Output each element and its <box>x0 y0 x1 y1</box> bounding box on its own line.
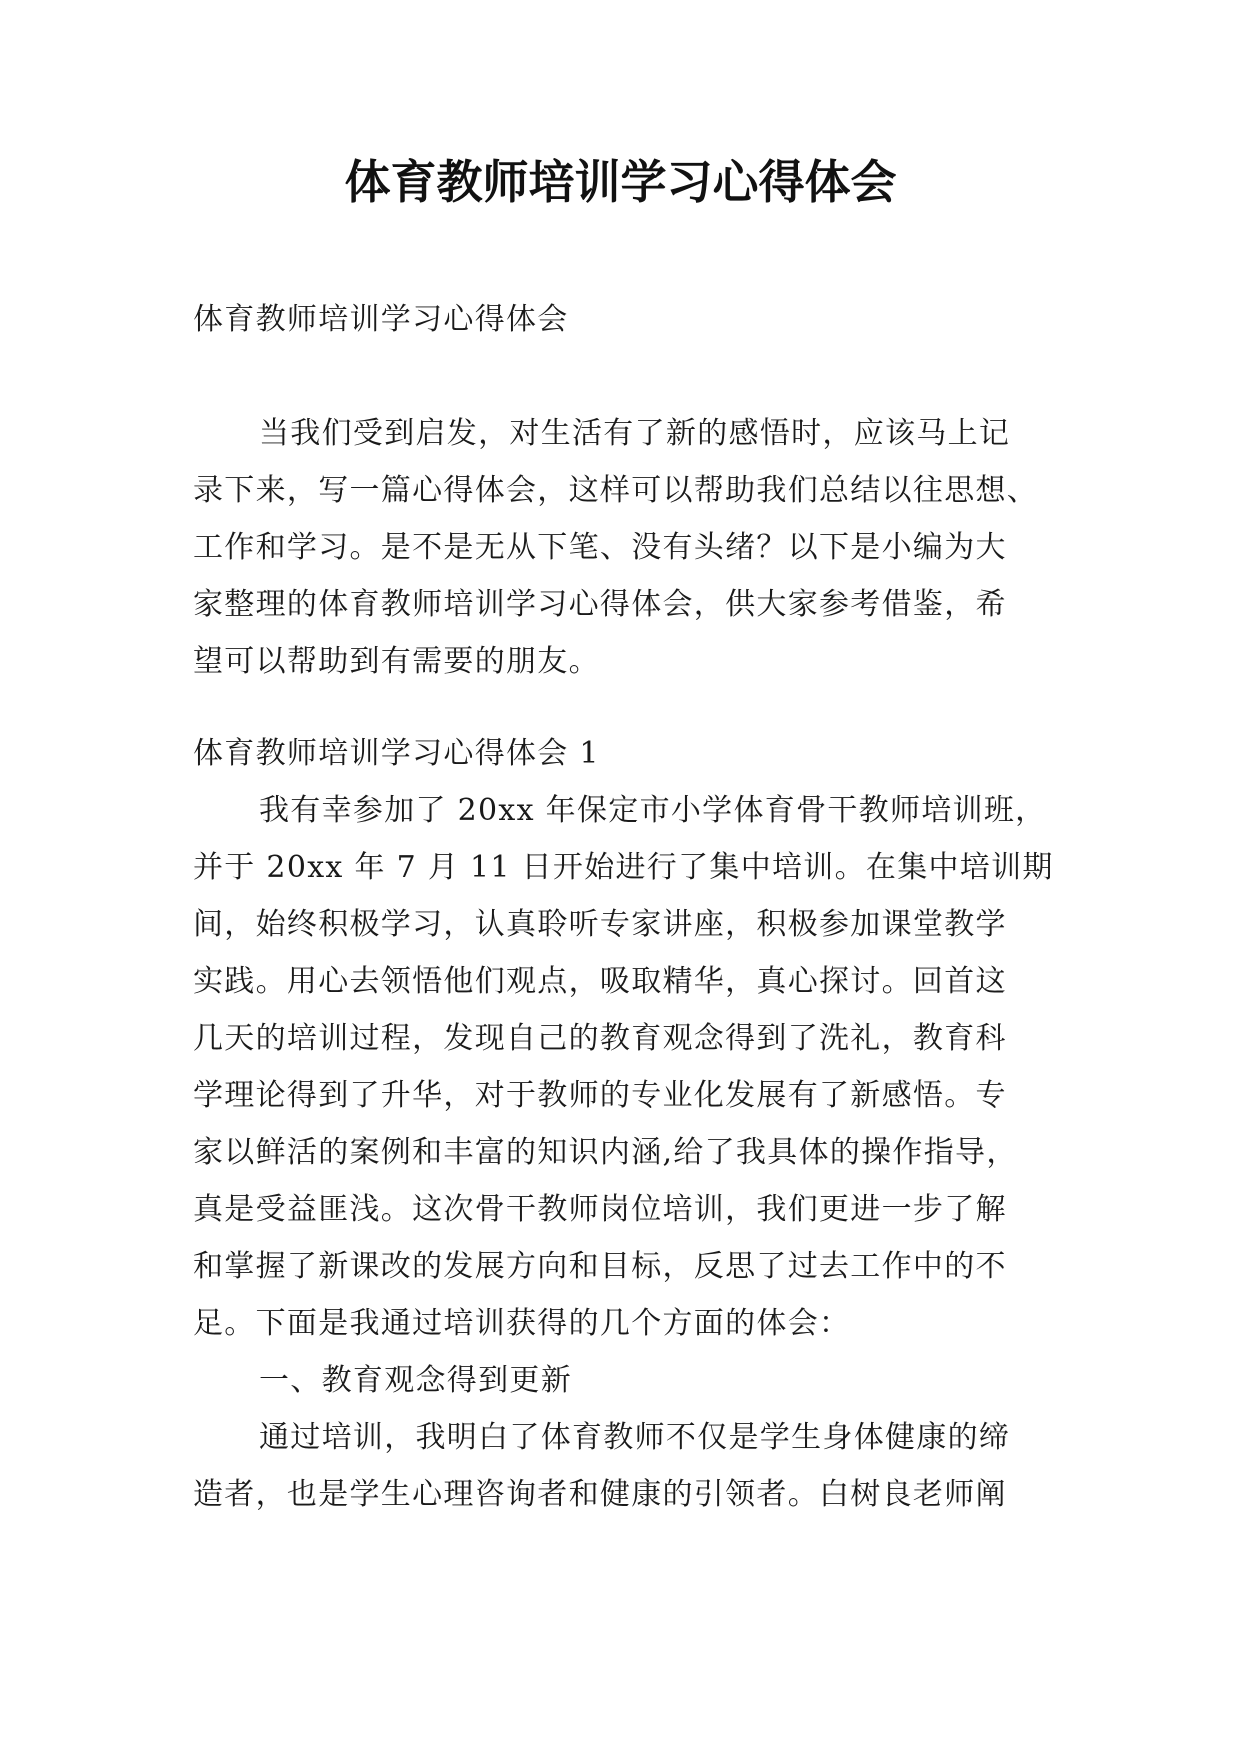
document-title: 体育教师培训学习心得体会 <box>344 155 897 209</box>
section-heading: 体育教师培训学习心得体会 1 <box>193 736 600 771</box>
intro-line: 工作和学习。是不是无从下笔、没有头绪？以下是小编为大 <box>193 530 1007 565</box>
section-line: 学理论得到了升华，对于教师的专业化发展有了新感悟。专 <box>193 1078 1007 1113</box>
section-body <box>193 725 1063 1523</box>
section-line: 间，始终积极学习，认真聆听专家讲座，积极参加课堂教学 <box>193 907 1007 942</box>
section-line: 几天的培训过程，发现自己的教育观念得到了洗礼，教育科 <box>193 1021 1007 1056</box>
section-line: 我有幸参加了 20xx 年保定市小学体育骨干教师培训班， <box>259 793 1047 828</box>
subsection-heading: 一、教育观念得到更新 <box>259 1363 572 1398</box>
intro-paragraph <box>193 405 1063 690</box>
intro-line: 当我们受到启发，对生活有了新的感悟时，应该马上记 <box>259 416 1011 451</box>
section-line: 通过培训，我明白了体育教师不仅是学生身体健康的缔 <box>259 1420 1011 1455</box>
section-line: 并于 20xx 年 7 月 11 日开始进行了集中培训。在集中培训期 <box>193 850 1054 885</box>
subtitle-text: 体育教师培训学习心得体会 <box>193 302 569 337</box>
document-subtitle <box>193 291 1063 348</box>
intro-line: 录下来，写一篇心得体会，这样可以帮助我们总结以往思想、 <box>193 473 1039 508</box>
section-line: 造者，也是学生心理咨询者和健康的引领者。白树良老师阐 <box>193 1477 1007 1512</box>
section-line: 家以鲜活的案例和丰富的知识内涵,给了我具体的操作指导， <box>193 1135 1018 1170</box>
section-line: 足。下面是我通过培训获得的几个方面的体会： <box>193 1306 851 1341</box>
intro-line: 家整理的体育教师培训学习心得体会，供大家参考借鉴，希 <box>193 587 1007 622</box>
intro-line: 望可以帮助到有需要的朋友。 <box>193 644 600 679</box>
section-line: 真是受益匪浅。这次骨干教师岗位培训，我们更进一步了解 <box>193 1192 1007 1227</box>
section-line: 和掌握了新课改的发展方向和目标，反思了过去工作中的不 <box>193 1249 1007 1284</box>
section-line: 实践。用心去领悟他们观点，吸取精华，真心探讨。回首这 <box>193 964 1007 999</box>
